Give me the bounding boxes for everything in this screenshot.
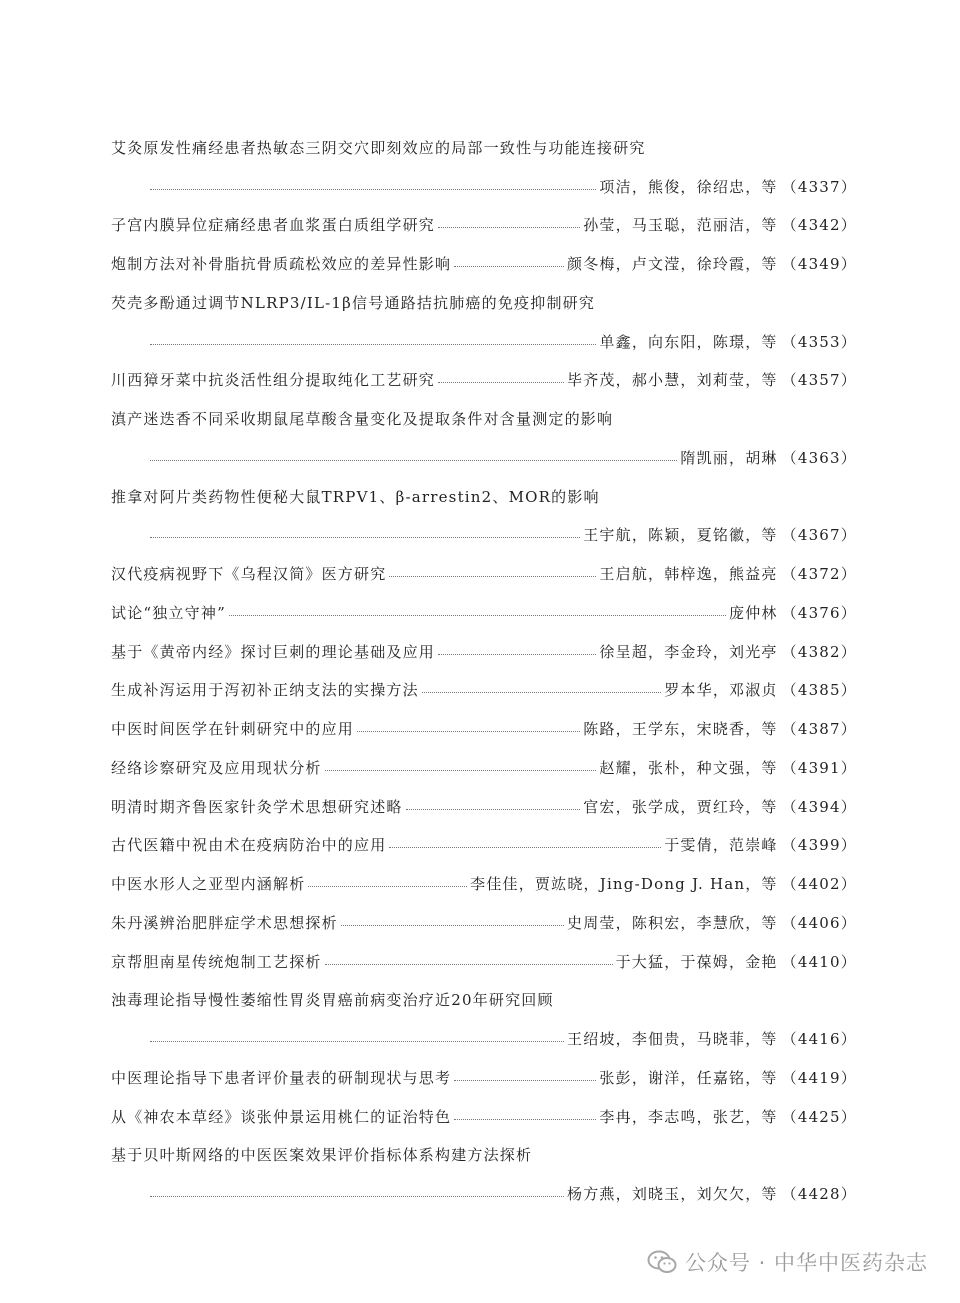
- entry-title: 中医理论指导下患者评价量表的研制现状与思考: [111, 1068, 452, 1087]
- dot-leader: [438, 382, 564, 383]
- dot-leader: [308, 886, 467, 887]
- entry-title: 古代医籍中祝由术在疫病防治中的应用: [111, 836, 387, 855]
- entry-page-number: （4410）: [781, 952, 857, 971]
- entry-title: 基于《黄帝内经》探讨巨刺的理论基础及应用: [111, 642, 436, 661]
- entry-page-number: （4337）: [781, 177, 857, 196]
- entry-authors: 庞仲林: [729, 603, 778, 622]
- toc-entry: [111, 671, 857, 710]
- dot-leader: [438, 227, 580, 228]
- toc-entry: [111, 554, 857, 593]
- entry-authors: 毕齐茂，郝小慧，刘莉莹，等: [567, 371, 778, 390]
- toc-entry: [111, 787, 857, 826]
- entry-authors: 张彭，谢洋，任嘉铭，等: [599, 1068, 778, 1087]
- toc-entry: [111, 826, 857, 865]
- dot-leader: [406, 809, 581, 810]
- toc-entry: [111, 903, 857, 942]
- entry-authors: 孙莹，马玉聪，范丽洁，等: [583, 216, 778, 235]
- entry-authors: 杨方燕，刘晓玉，刘欠欠，等: [567, 1185, 778, 1204]
- entry-authors: 赵耀，张朴，种文强，等: [599, 758, 778, 777]
- dot-leader: [150, 189, 596, 190]
- dot-leader: [150, 1196, 564, 1197]
- watermark-text: 公众号 · 中华中医药杂志: [684, 1251, 928, 1275]
- dot-leader: [357, 731, 580, 732]
- watermark: [647, 1247, 928, 1277]
- dot-leader: [150, 537, 580, 538]
- toc-entry-title-line: [111, 981, 857, 1020]
- toc-entry-title-line: [111, 128, 857, 167]
- entry-authors: 于大猛，于葆姆，金艳: [615, 952, 778, 971]
- entry-page-number: （4406）: [781, 913, 857, 932]
- toc-entry-author-line: [111, 1174, 857, 1213]
- entry-title: 汉代疫病视野下《乌程汉简》医方研究: [111, 565, 387, 584]
- entry-page-number: （4402）: [781, 875, 857, 894]
- entry-title: 朱丹溪辨治肥胖症学术思想探析: [111, 913, 338, 932]
- entry-title: 炮制方法对补骨脂抗骨质疏松效应的差异性影响: [111, 255, 452, 274]
- entry-authors: 李冉，李志鸣，张艺，等: [599, 1107, 778, 1126]
- toc-entry-author-line: [111, 322, 857, 361]
- toc-entry: [111, 748, 857, 787]
- dot-leader: [325, 770, 597, 771]
- entry-authors: 隋凯丽，胡琳: [680, 448, 778, 467]
- table-of-contents: [111, 128, 857, 1213]
- toc-entry: [111, 632, 857, 671]
- dot-leader: [325, 964, 613, 965]
- wechat-icon: [647, 1249, 677, 1275]
- toc-entry-author-line: [111, 167, 857, 206]
- toc-entry-author-line: [111, 1019, 857, 1058]
- entry-title: 滇产迷迭香不同采收期鼠尾草酸含量变化及提取条件对含量测定的影响: [111, 410, 614, 429]
- dot-leader: [341, 925, 564, 926]
- entry-page-number: （4357）: [781, 371, 857, 390]
- entry-page-number: （4428）: [781, 1185, 857, 1204]
- entry-authors: 单鑫，向东阳，陈璟，等: [599, 332, 778, 351]
- entry-title: 艾灸原发性痛经患者热敏态三阴交穴即刻效应的局部一致性与功能连接研究: [111, 138, 646, 157]
- entry-page-number: （4385）: [781, 681, 857, 700]
- entry-title: 芡壳多酚通过调节NLRP3/IL-1β信号通路拮抗肺癌的免疫抑制研究: [111, 293, 596, 312]
- toc-entry: [111, 361, 857, 400]
- entry-title: 中医水形人之亚型内涵解析: [111, 875, 306, 894]
- dot-leader: [150, 344, 596, 345]
- entry-page-number: （4391）: [781, 758, 857, 777]
- entry-authors: 王宇航，陈颖，夏铭徽，等: [583, 526, 778, 545]
- toc-entry: [111, 593, 857, 632]
- entry-authors: 史周莹，陈积宏，李慧欣，等: [567, 913, 778, 932]
- entry-authors: 王启航，韩梓逸，熊益亮: [599, 565, 778, 584]
- toc-entry: [111, 1058, 857, 1097]
- dot-leader: [229, 615, 726, 616]
- entry-title: 生成补泻运用于泻初补正纳支法的实操方法: [111, 681, 419, 700]
- entry-page-number: （4419）: [781, 1068, 857, 1087]
- entry-authors: 王绍坡，李佃贵，马晓菲，等: [567, 1030, 778, 1049]
- entry-page-number: （4382）: [781, 642, 857, 661]
- entry-page-number: （4367）: [781, 526, 857, 545]
- toc-entry: [111, 864, 857, 903]
- entry-authors: 项洁，熊俊，徐绍忠，等: [599, 177, 778, 196]
- toc-entry: [111, 206, 857, 245]
- dot-leader: [389, 847, 661, 848]
- entry-title: 从《神农本草经》谈张仲景运用桃仁的证治特色: [111, 1107, 452, 1126]
- entry-page-number: （4372）: [781, 565, 857, 584]
- entry-authors: 罗本华，邓淑贞: [664, 681, 778, 700]
- dot-leader: [150, 460, 677, 461]
- entry-page-number: （4363）: [781, 448, 857, 467]
- entry-page-number: （4349）: [781, 255, 857, 274]
- entry-authors: 徐呈超，李金玲，刘光亭: [599, 642, 778, 661]
- entry-page-number: （4376）: [781, 603, 857, 622]
- entry-title: 明清时期齐鲁医家针灸学术思想研究述略: [111, 797, 403, 816]
- toc-entry: [111, 942, 857, 981]
- entry-authors: 官宏，张学成，贾红玲，等: [583, 797, 778, 816]
- entry-title: 推拿对阿片类药物性便秘大鼠TRPV1、β-arrestin2、MOR的影响: [111, 487, 600, 506]
- entry-page-number: （4353）: [781, 332, 857, 351]
- toc-entry: [111, 1097, 857, 1136]
- dot-leader: [454, 1080, 596, 1081]
- entry-title: 浊毒理论指导慢性萎缩性胃炎胃癌前病变治疗近20年研究回顾: [111, 991, 554, 1010]
- toc-entry-title-line: [111, 1136, 857, 1175]
- entry-title: 试论“独立守神”: [111, 603, 226, 622]
- entry-page-number: （4394）: [781, 797, 857, 816]
- dot-leader: [389, 576, 596, 577]
- entry-page-number: （4387）: [781, 720, 857, 739]
- toc-entry: [111, 244, 857, 283]
- entry-title: 子宫内膜异位症痛经患者血浆蛋白质组学研究: [111, 216, 436, 235]
- entry-title: 京帮胆南星传统炮制工艺探析: [111, 952, 322, 971]
- entry-authors: 陈路，王学东，宋晓香，等: [583, 720, 778, 739]
- dot-leader: [150, 1041, 564, 1042]
- entry-title: 川西獐牙菜中抗炎活性组分提取纯化工艺研究: [111, 371, 436, 390]
- entry-authors: 李佳佳，贾竑晓，Jing-Dong J. Han，等: [470, 875, 778, 894]
- dot-leader: [454, 1119, 596, 1120]
- entry-page-number: （4416）: [781, 1030, 857, 1049]
- toc-entry-title-line: [111, 399, 857, 438]
- entry-page-number: （4342）: [781, 216, 857, 235]
- toc-entry-title-line: [111, 283, 857, 322]
- toc-entry: [111, 709, 857, 748]
- dot-leader: [438, 654, 596, 655]
- entry-title: 经络诊察研究及应用现状分析: [111, 758, 322, 777]
- entry-title: 中医时间医学在针刺研究中的应用: [111, 720, 355, 739]
- entry-page-number: （4399）: [781, 836, 857, 855]
- entry-title: 基于贝叶斯网络的中医医案效果评价指标体系构建方法探析: [111, 1146, 533, 1165]
- entry-authors: 于雯倩，范崇峰: [664, 836, 778, 855]
- toc-entry-author-line: [111, 438, 857, 477]
- dot-leader: [454, 266, 564, 267]
- entry-authors: 颜冬梅，卢文滢，徐玲霞，等: [567, 255, 778, 274]
- toc-entry-author-line: [111, 516, 857, 555]
- dot-leader: [422, 692, 661, 693]
- toc-entry-title-line: [111, 477, 857, 516]
- entry-page-number: （4425）: [781, 1107, 857, 1126]
